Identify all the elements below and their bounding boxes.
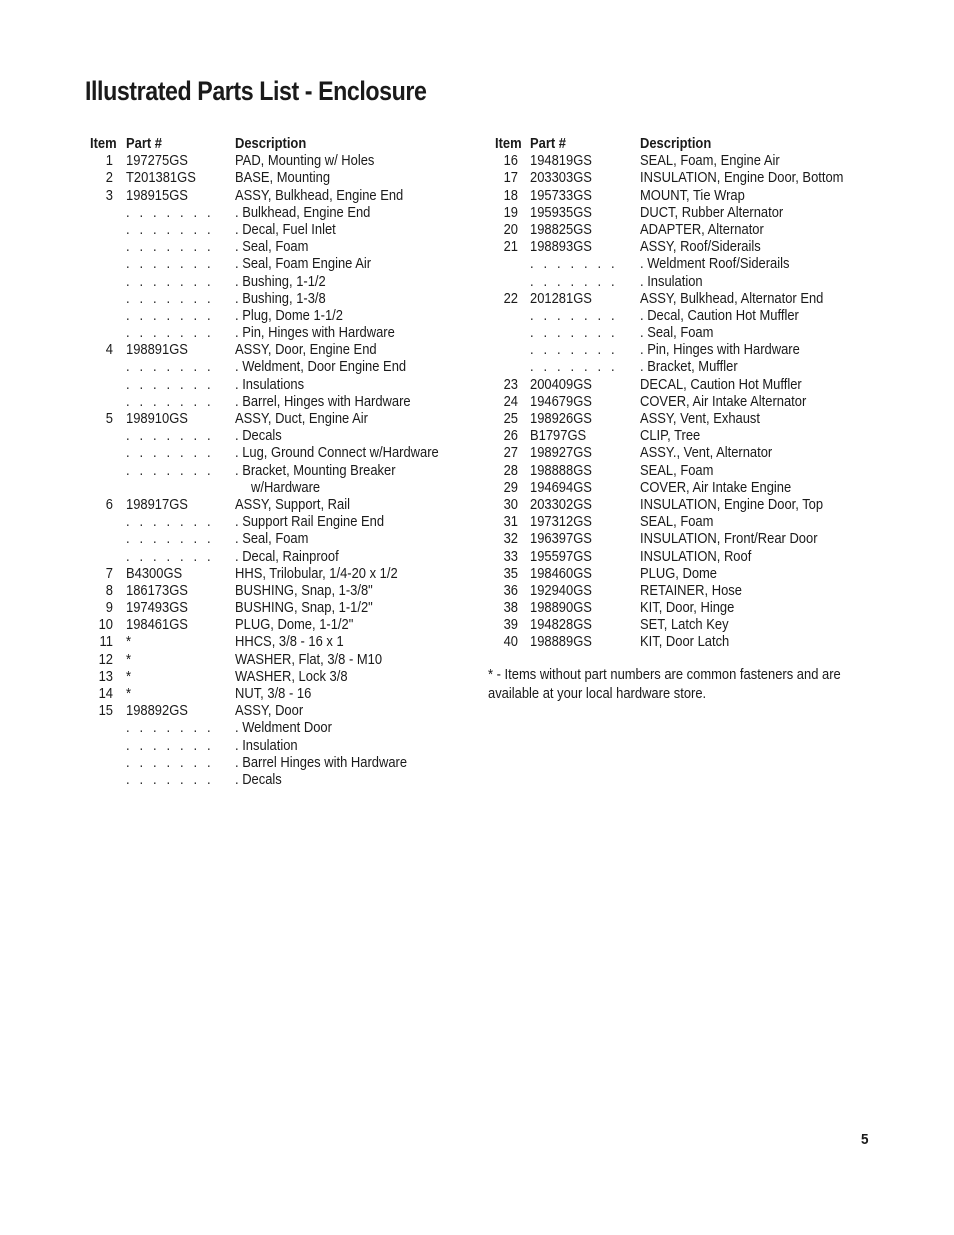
- item-number: 23: [503, 376, 518, 393]
- part-number: 198461GS: [126, 617, 188, 634]
- sub-component-row: [85, 755, 465, 772]
- sub-component-description: . Bulkhead, Engine End: [235, 204, 371, 221]
- sub-component-row: [85, 514, 465, 531]
- sub-component-row: [85, 256, 465, 273]
- part-description: ASSY, Vent, Exhaust: [640, 411, 761, 427]
- part-description: HHCS, 3/8 - 16 x 1: [235, 634, 344, 651]
- sub-component-row: [488, 274, 868, 291]
- part-number: 194828GS: [530, 617, 592, 634]
- item-number: 17: [503, 170, 518, 187]
- sub-component-row: [488, 325, 868, 342]
- item-number: 2: [105, 170, 113, 187]
- header-description: Description: [640, 136, 712, 152]
- sub-component-description: . Insulation: [235, 737, 298, 754]
- item-number: 36: [503, 582, 518, 599]
- part-number: 198926GS: [530, 411, 592, 427]
- page-title: Illustrated Parts List - Enclosure: [85, 76, 427, 106]
- header-item: Item: [90, 136, 117, 152]
- sub-component-row: [85, 720, 465, 737]
- dot-leader: . . . . . . .: [530, 342, 618, 359]
- table-row: [488, 514, 868, 531]
- table-row: [488, 153, 868, 170]
- parts-rows-right: [488, 153, 868, 651]
- table-row: [488, 170, 868, 187]
- part-number: 198910GS: [126, 411, 188, 427]
- part-description: HHS, Trilobular, 1/4-20 x 1/2: [235, 565, 398, 582]
- item-number: 35: [503, 565, 518, 582]
- dot-leader: . . . . . . .: [126, 325, 214, 342]
- part-number: 198460GS: [530, 565, 592, 582]
- part-number: *: [126, 668, 132, 685]
- table-row: [488, 205, 868, 222]
- part-number: *: [126, 651, 132, 668]
- item-number: 24: [503, 393, 518, 410]
- sub-component-row: [85, 325, 465, 342]
- item-number: 27: [503, 445, 518, 462]
- sub-component-row: [85, 274, 465, 291]
- item-number: 18: [503, 187, 518, 204]
- sub-component-description: . Bracket, Muffler: [640, 359, 738, 376]
- part-description: SEAL, Foam: [640, 462, 714, 479]
- part-description: INSULATION, Engine Door, Bottom: [640, 170, 844, 187]
- part-number: 198893GS: [530, 239, 592, 256]
- part-number: 198890GS: [530, 600, 592, 617]
- item-number: 31: [503, 514, 518, 531]
- item-number: 28: [503, 462, 518, 479]
- dot-leader: . . . . . . .: [126, 204, 214, 221]
- sub-component-row: [85, 239, 465, 256]
- part-description: SEAL, Foam: [640, 514, 714, 531]
- part-description: INSULATION, Front/Rear Door: [640, 531, 818, 548]
- table-row: [85, 600, 465, 617]
- dot-leader: . . . . . . .: [126, 221, 214, 238]
- part-number: 194694GS: [530, 479, 592, 496]
- dot-leader: . . . . . . .: [126, 290, 214, 307]
- sub-component-description: . Insulation: [640, 273, 703, 290]
- dot-leader: . . . . . . .: [530, 256, 618, 273]
- item-number: 11: [99, 634, 113, 651]
- item-number: 12: [98, 651, 113, 668]
- table-row: [85, 411, 465, 428]
- dot-leader: . . . . . . .: [126, 548, 214, 565]
- table-row: [488, 188, 868, 205]
- table-row: [488, 394, 868, 411]
- part-number: T201381GS: [126, 170, 196, 187]
- part-number: 198927GS: [530, 445, 592, 462]
- part-description: DUCT, Rubber Alternator: [640, 204, 784, 221]
- table-row: [85, 652, 465, 669]
- sub-component-row: [488, 342, 868, 359]
- part-number: *: [126, 686, 132, 702]
- table-row: [85, 583, 465, 600]
- table-row: [488, 411, 868, 428]
- sub-component-description: . Barrel, Hinges with Hardware: [235, 393, 411, 410]
- sub-component-description: . Support Rail Engine End: [235, 514, 385, 531]
- part-number: 192940GS: [530, 582, 592, 599]
- sub-component-description: . Weldment Door: [235, 720, 332, 737]
- sub-component-description: . Seal, Foam Engine Air: [235, 256, 372, 273]
- sub-component-row: [85, 205, 465, 222]
- sub-component-description: . Pin, Hinges with Hardware: [640, 342, 800, 359]
- part-number: 198825GS: [530, 221, 592, 238]
- item-number: 10: [98, 617, 113, 634]
- dot-leader: . . . . . . .: [126, 239, 214, 256]
- table-row: [85, 617, 465, 634]
- table-row: [488, 617, 868, 634]
- sub-component-description: . Seal, Foam: [640, 325, 714, 342]
- dot-leader: . . . . . . .: [530, 325, 618, 342]
- part-description: ADAPTER, Alternator: [640, 221, 764, 238]
- header-part: Part #: [126, 136, 162, 152]
- item-number: 29: [503, 479, 518, 496]
- dot-leader: . . . . . . .: [530, 273, 618, 290]
- item-number: 20: [503, 221, 518, 238]
- dot-leader: . . . . . . .: [530, 359, 618, 376]
- sub-component-description: . Insulations: [235, 376, 305, 393]
- part-number: 198889GS: [530, 634, 592, 651]
- item-number: 13: [98, 668, 113, 685]
- sub-component-description: . Barrel Hinges with Hardware: [235, 754, 408, 771]
- part-number: B4300GS: [126, 565, 183, 582]
- sub-component-description: . Bushing, 1-3/8: [235, 290, 326, 307]
- sub-component-description: . Decal, Caution Hot Muffler: [640, 307, 799, 324]
- table-row: [85, 188, 465, 205]
- part-description: CLIP, Tree: [640, 428, 701, 445]
- part-description: ASSY., Vent, Alternator: [640, 445, 773, 462]
- part-description: BUSHING, Snap, 1-1/2": [235, 600, 373, 617]
- part-number: 198917GS: [126, 496, 188, 513]
- table-row: [488, 549, 868, 566]
- item-number: 19: [503, 204, 518, 221]
- item-number: 33: [503, 548, 518, 565]
- table-row: [488, 497, 868, 514]
- item-number: 3: [105, 187, 113, 204]
- part-description: INSULATION, Roof: [640, 548, 752, 565]
- table-row: [85, 170, 465, 187]
- part-number: 195935GS: [530, 204, 592, 221]
- table-row: [488, 377, 868, 394]
- item-number: 7: [105, 565, 113, 582]
- part-number: B1797GS: [530, 428, 587, 445]
- table-row: [488, 291, 868, 308]
- part-number: 186173GS: [126, 582, 188, 599]
- part-description: KIT, Door Latch: [640, 634, 730, 651]
- dot-leader: . . . . . . .: [126, 359, 214, 376]
- part-number: 195733GS: [530, 187, 592, 204]
- table-row: [85, 342, 465, 359]
- part-number: 198888GS: [530, 462, 592, 479]
- part-number: 201281GS: [530, 290, 592, 307]
- item-number: 9: [105, 600, 113, 617]
- sub-component-row: [85, 291, 465, 308]
- sub-component-row: [488, 308, 868, 325]
- part-description: ASSY, Support, Rail: [235, 496, 350, 513]
- part-description: WASHER, Lock 3/8: [235, 668, 348, 685]
- sub-component-description: . Plug, Dome 1-1/2: [235, 307, 343, 324]
- dot-leader: . . . . . . .: [126, 445, 214, 462]
- description-continuation: w/Hardware: [251, 479, 321, 496]
- part-number: 195597GS: [530, 548, 592, 565]
- table-row: [85, 634, 465, 651]
- item-number: 6: [105, 496, 113, 513]
- sub-component-row: [85, 463, 465, 480]
- header-item: Item: [495, 136, 522, 152]
- parts-rows-left: [85, 153, 465, 789]
- dot-leader: . . . . . . .: [126, 720, 214, 737]
- item-number: 16: [503, 153, 518, 170]
- table-row: [488, 600, 868, 617]
- part-description: ASSY, Duct, Engine Air: [235, 411, 368, 427]
- part-description: PLUG, Dome: [640, 565, 718, 582]
- sub-component-description: . Bushing, 1-1/2: [235, 273, 326, 290]
- table-row: [488, 480, 868, 497]
- part-number: *: [126, 634, 132, 651]
- table-row: [488, 531, 868, 548]
- part-description: PLUG, Dome, 1-1/2": [235, 617, 354, 634]
- part-description: WASHER, Flat, 3/8 - M10: [235, 651, 383, 668]
- dot-leader: . . . . . . .: [126, 514, 214, 531]
- part-number: 200409GS: [530, 376, 592, 393]
- parts-table-left: [85, 136, 465, 789]
- sub-component-row: [85, 359, 465, 376]
- sub-component-description: . Pin, Hinges with Hardware: [235, 325, 395, 342]
- part-description: INSULATION, Engine Door, Top: [640, 496, 824, 513]
- part-description: ASSY, Door, Engine End: [235, 342, 377, 359]
- part-description: PAD, Mounting w/ Holes: [235, 153, 375, 170]
- sub-component-description: . Decals: [235, 428, 282, 445]
- header-part: Part #: [530, 136, 566, 152]
- part-description: NUT, 3/8 - 16: [235, 686, 312, 702]
- part-number: 197493GS: [126, 600, 188, 617]
- table-row: [488, 222, 868, 239]
- item-number: 21: [503, 239, 518, 256]
- sub-component-row: [488, 359, 868, 376]
- table-header: [85, 136, 465, 153]
- item-number: 30: [503, 496, 518, 513]
- sub-component-description: . Seal, Foam: [235, 531, 309, 548]
- table-row: [488, 445, 868, 462]
- table-row: [85, 566, 465, 583]
- sub-component-row: [85, 772, 465, 789]
- part-number: 194819GS: [530, 153, 592, 170]
- sub-component-row: [85, 308, 465, 325]
- table-row: [488, 428, 868, 445]
- part-description: COVER, Air Intake Alternator: [640, 393, 807, 410]
- page-number: 5: [861, 1131, 869, 1148]
- sub-component-description: . Seal, Foam: [235, 239, 309, 256]
- dot-leader: . . . . . . .: [126, 737, 214, 754]
- sub-component-row: [85, 549, 465, 566]
- table-header: [488, 136, 868, 153]
- table-row: [85, 497, 465, 514]
- part-description: SET, Latch Key: [640, 617, 729, 634]
- part-number: 198891GS: [126, 342, 188, 359]
- item-number: 4: [105, 342, 113, 359]
- table-row: [85, 703, 465, 720]
- item-number: 39: [503, 617, 518, 634]
- sub-component-row: [85, 445, 465, 462]
- dot-leader: . . . . . . .: [126, 462, 214, 479]
- table-row: [85, 153, 465, 170]
- item-number: 22: [503, 290, 518, 307]
- part-description: KIT, Door, Hinge: [640, 600, 735, 617]
- item-number: 14: [98, 686, 113, 702]
- item-number: 15: [98, 703, 113, 720]
- sub-component-description: . Weldment Roof/Siderails: [640, 256, 790, 273]
- part-description: RETAINER, Hose: [640, 582, 742, 599]
- table-row: [488, 583, 868, 600]
- part-description: ASSY, Roof/Siderails: [640, 239, 761, 256]
- part-number: 197312GS: [530, 514, 592, 531]
- sub-component-row: [488, 256, 868, 273]
- sub-component-description: . Bracket, Mounting Breaker: [235, 462, 396, 479]
- item-number: 38: [503, 600, 518, 617]
- sub-component-row: [85, 428, 465, 445]
- sub-component-row: [85, 377, 465, 394]
- table-row: [488, 239, 868, 256]
- part-number: 196397GS: [530, 531, 592, 548]
- table-row: [488, 566, 868, 583]
- sub-component-description: . Decals: [235, 771, 282, 788]
- part-number: 198915GS: [126, 187, 188, 204]
- part-description: ASSY, Door: [235, 703, 304, 720]
- item-number: 25: [503, 411, 518, 427]
- dot-leader: . . . . . . .: [126, 307, 214, 324]
- sub-component-description: . Decal, Rainproof: [235, 548, 339, 565]
- dot-leader: . . . . . . .: [530, 307, 618, 324]
- dot-leader: . . . . . . .: [126, 376, 214, 393]
- dot-leader: . . . . . . .: [126, 771, 214, 788]
- part-description: ASSY, Bulkhead, Engine End: [235, 187, 404, 204]
- part-description: ASSY, Bulkhead, Alternator End: [640, 290, 824, 307]
- table-row: [85, 669, 465, 686]
- dot-leader: . . . . . . .: [126, 256, 214, 273]
- part-number: 203302GS: [530, 496, 592, 513]
- part-number: 198892GS: [126, 703, 188, 720]
- part-number: 197275GS: [126, 153, 188, 170]
- part-description: SEAL, Foam, Engine Air: [640, 153, 780, 170]
- part-description: MOUNT, Tie Wrap: [640, 187, 745, 204]
- sub-component-description: . Decal, Fuel Inlet: [235, 221, 336, 238]
- dot-leader: . . . . . . .: [126, 393, 214, 410]
- item-number: 26: [503, 428, 518, 445]
- sub-component-description: . Lug, Ground Connect w/Hardware: [235, 445, 439, 462]
- item-number: 40: [503, 634, 518, 651]
- dot-leader: . . . . . . .: [126, 273, 214, 290]
- sub-component-row: [85, 222, 465, 239]
- table-row: [85, 686, 465, 703]
- dot-leader: . . . . . . .: [126, 531, 214, 548]
- parts-table-right: [488, 136, 868, 652]
- sub-component-description: . Weldment, Door Engine End: [235, 359, 407, 376]
- table-row: [488, 634, 868, 651]
- sub-component-row: [85, 738, 465, 755]
- part-description: COVER, Air Intake Engine: [640, 479, 792, 496]
- part-description: BUSHING, Snap, 1-3/8": [235, 582, 373, 599]
- header-description: Description: [235, 136, 307, 152]
- part-description: BASE, Mounting: [235, 170, 331, 187]
- dot-leader: . . . . . . .: [126, 428, 214, 445]
- part-number: 203303GS: [530, 170, 592, 187]
- sub-component-row: [85, 394, 465, 411]
- item-number: 32: [503, 531, 518, 548]
- table-row: [488, 463, 868, 480]
- item-number: 1: [105, 153, 113, 170]
- item-number: 8: [105, 582, 113, 599]
- footnote: * - Items without part numbers are common fasteners and are available at your local hardware store.: [488, 667, 841, 702]
- part-description: DECAL, Caution Hot Muffler: [640, 376, 802, 393]
- part-number: 194679GS: [530, 393, 592, 410]
- sub-component-row: [85, 531, 465, 548]
- item-number: 5: [105, 411, 113, 427]
- continuation-row: [85, 480, 465, 497]
- dot-leader: . . . . . . .: [126, 754, 214, 771]
